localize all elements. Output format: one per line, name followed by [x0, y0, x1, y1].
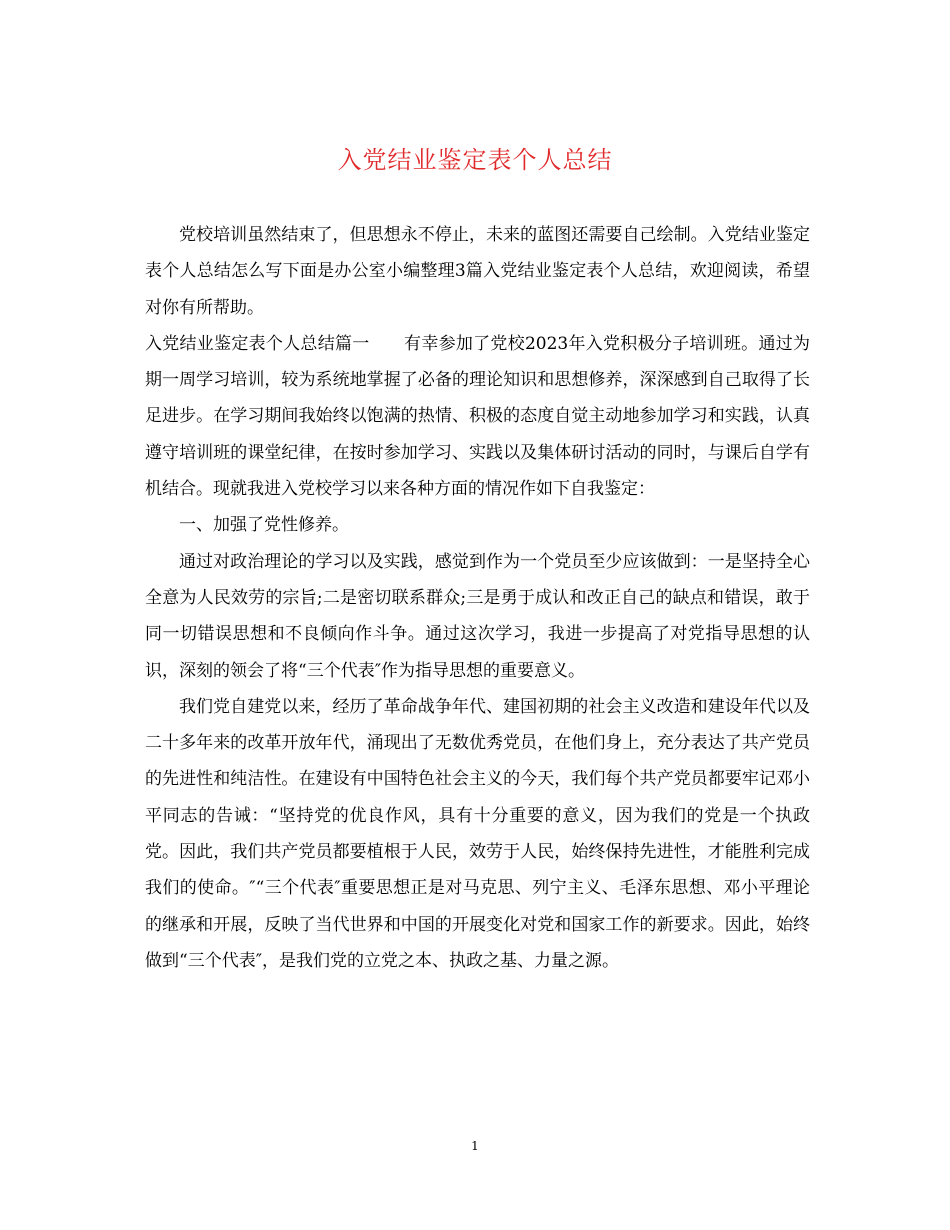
- page-number: 1: [471, 1139, 479, 1153]
- section-one-paragraph: 入党结业鉴定表个人总结篇一 有幸参加了党校2023年入党积极分子培训班。通过为期一周学习培训，较为系统地掌握了必备的理论知识和思想修养，深深感到自己取得了长足进步。在学习期间我始终以饱满的热情、积极的态度自觉主动地参加学习和实践，认真遵守培训班的课堂纪律，在按时参加学习、实践以及集体研讨活动的同时，与课后自学有机结合。现就我进入党校学习以来各种方面的情况作如下自我鉴定：: [145, 333, 810, 500]
- document-title: 入党结业鉴定表个人总结: [337, 146, 613, 174]
- paragraph-party-history: 我们党自建党以来，经历了革命战争年代、建国初期的社会主义改造和建设年代以及二十多年来的改革开放年代，涌现出了无数优秀党员，在他们身上，充分表达了共产党员的先进性和纯洁性。在建设有中国特色社会主义的今天，我们每个共产党员都要牢记邓小平同志的告诫：“坚持党的优良作风，具有十分重要的意义，因为我们的党是一个执政党。因此，我们共产党员都要植根于人民，效劳于人民，始终保持先进性，才能胜利完成我们的使命。″“三个代表″重要思想正是对马克思、列宁主义、毛泽东思想、邓小平理论的继承和开展，反映了当代世界和中国的开展变化对党和国家工作的新要求。因此，始终做到“三个代表″，是我们党的立党之本、执政之基、力量之源。: [145, 696, 810, 971]
- intro-paragraph: 党校培训虽然结束了，但思想永不停止，未来的蓝图还需要自己绘制。入党结业鉴定表个人总结怎么写下面是办公室小编整理3篇入党结业鉴定表个人总结，欢迎阅读，希望对你有所帮助。: [145, 225, 810, 318]
- document-body: [145, 217, 810, 979]
- heading-strengthen-party-spirit: 一、加强了党性修养。: [179, 515, 349, 536]
- paragraph-political-theory: 通过对政治理论的学习以及实践，感觉到作为一个党员至少应该做到：一是坚持全心全意为人民效劳的宗旨;二是密切联系群众;三是勇于成认和改正自己的缺点和错误，敢于同一切错误思想和不良倾向作斗争。通过这次学习，我进一步提高了对党指导思想的认识，深刻的领会了将“三个代表″作为指导思想的重要意义。: [145, 551, 810, 681]
